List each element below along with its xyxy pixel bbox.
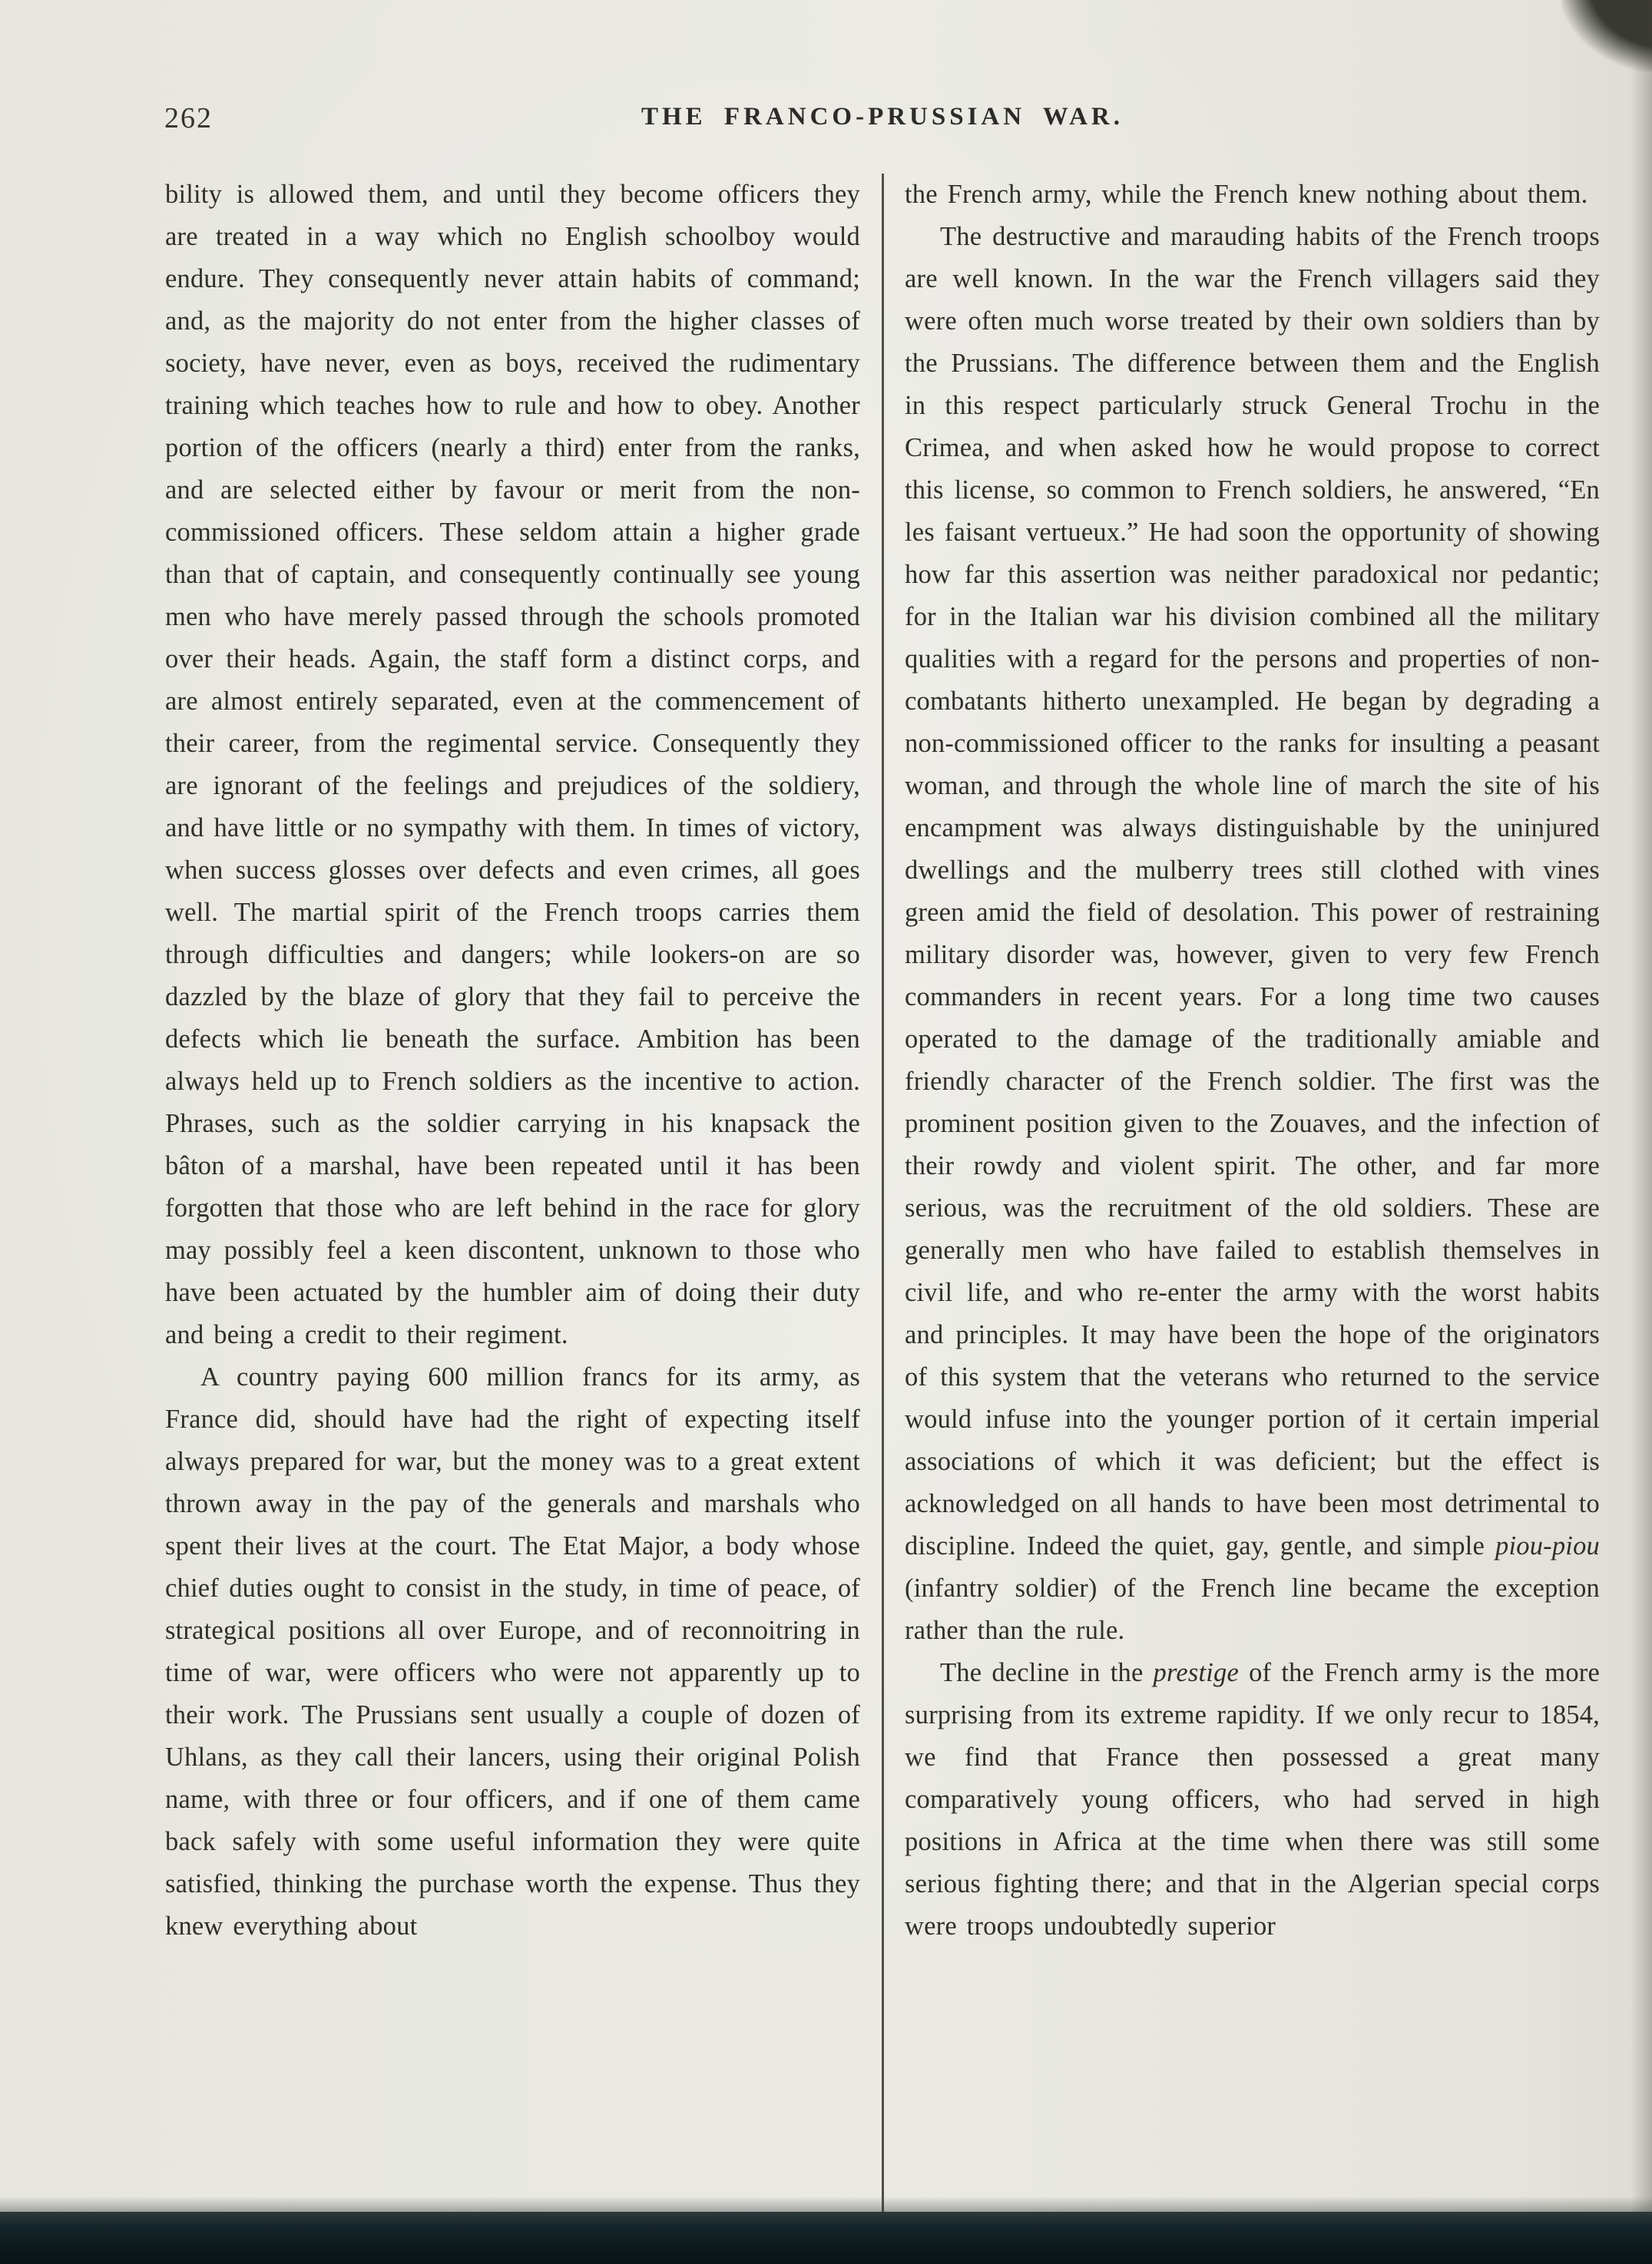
text-segment: The decline in the (940, 1658, 1154, 1687)
text-segment: of the French army is the more surprising from its extreme rapidity. If we only recur to 1854, we find that France then possessed a great many comparatively young officers, who had served in high positions in Africa at the time when there was still some serious fighting there; and that in the Algerian special corps were troops undoubtedly superior (905, 1658, 1600, 1941)
scan-right-edge-shadow (1630, 0, 1652, 2264)
text-columns (165, 174, 1600, 2213)
page-header (0, 98, 1652, 147)
paragraph (905, 1652, 1600, 1948)
italic-text-segment: piou-piou (1495, 1531, 1600, 1561)
page-number: 262 (164, 102, 213, 134)
paragraph (165, 174, 860, 1356)
paragraph (165, 1356, 860, 1948)
text-segment: (infantry soldier) of the French line became the exception rather than the rule. (905, 1574, 1600, 1645)
left-column (165, 174, 860, 2213)
scan-bottom-edge (0, 2212, 1652, 2264)
text-segment: A country paying 600 million francs for its army, as France did, should have had the right of expecting itself always prepared for war, but the money was to a great extent thrown away in the pay of the generals and marshals who spent their lives at the court. The Etat Major, a body whose chief duties ought to consist in the study, in time of peace, of strategical positions all over Europe, and of reconnoitring in time of war, were officers who were not apparently up to their work. The Prussians sent usually a couple of dozen of Uhlans, as they call their lancers, using their original Polish name, with three or four officers, and if one of them came back safely with some useful information they were quite satisfied, thinking the purchase worth the expense. Thus they knew everything about (165, 1362, 860, 1941)
running-title: THE FRANCO-PRUSSIAN WAR. (641, 103, 1124, 131)
italic-text-segment: prestige (1153, 1658, 1240, 1687)
paragraph (905, 174, 1600, 216)
text-segment: bility is allowed them, and until they become officers they are treated in a way which no English schoolboy would endure. They consequently never attain habits of command; and, as the majority do not enter from the higher classes of society, have never, even as boys, received the rudimentary training which teaches how to rule and how to obey. Another portion of the officers (nearly a third) enter from the ranks, and are selected either by favour or merit from the non-commissioned officers. These seldom attain a higher grade than that of captain, and consequently continually see young men who have merely passed through the schools promoted over their heads. Again, the staff form a distinct corps, and are almost entirely separated, even at the commencement of their career, from the regimental service. Consequently they are ignorant of the feelings and prejudices of the soldiery, and have little or no sympathy with them. In times of victory, when success glosses over defects and even crimes, all goes well. The martial spirit of the French troops carries them through difficulties and dangers; while lookers-on are so dazzled by the blaze of glory that they fail to perceive the defects which lie beneath the surface. Ambition has been always held up to French soldiers as the incentive to action. Phrases, such as the soldier carrying in his knapsack the bâton of a marshal, have been repeated until it has been forgotten that those who are left behind in the race for glory may possibly feel a keen discontent, unknown to those who have been actuated by the humbler aim of doing their duty and being a credit to their regiment. (165, 180, 860, 1349)
paragraph (905, 216, 1600, 1652)
text-segment: The destructive and marauding habits of the French troops are well known. In the war the French villagers said they were often much worse treated by their own soldiers than by the Prussians. The difference between them and the English in this respect particularly struck General Trochu in the Crimea, and when asked how he would propose to correct this license, so common to French soldiers, he answered, “En les faisant vertueux.” He had soon the opportunity of showing how far this assertion was neither paradoxical nor pedantic; for in the Italian war his division combined all the military qualities with a regard for the persons and properties of non-combatants hitherto unexampled. He began by degrading a non-commissioned officer to the ranks for insulting a peasant woman, and through the whole line of march the site of his encampment was always distinguishable by the uninjured dwellings and the mulberry trees still clothed with vines green amid the field of desolation. This power of restraining military disorder was, however, given to very few French commanders in recent years. For a long time two causes operated to the damage of the traditionally amiable and friendly character of the French soldier. The first was the prominent position given to the Zouaves, and the infection of their rowdy and violent spirit. The other, and far more serious, was the recruitment of the old soldiers. These are generally men who have failed to establish themselves in civil life, and who re-enter the army with the worst habits and principles. It may have been the hope of the originators of this system that the veterans who returned to the service would infuse into the younger portion of it certain imperial associations of which it was deficient; but the effect is acknowledged on all hands to have been most detrimental to discipline. Indeed the quiet, gay, gentle, and simple (905, 222, 1600, 1561)
column-divider (882, 174, 884, 2213)
text-segment: the French army, while the French knew nothing about them. (905, 180, 1588, 209)
right-column (905, 174, 1600, 2213)
